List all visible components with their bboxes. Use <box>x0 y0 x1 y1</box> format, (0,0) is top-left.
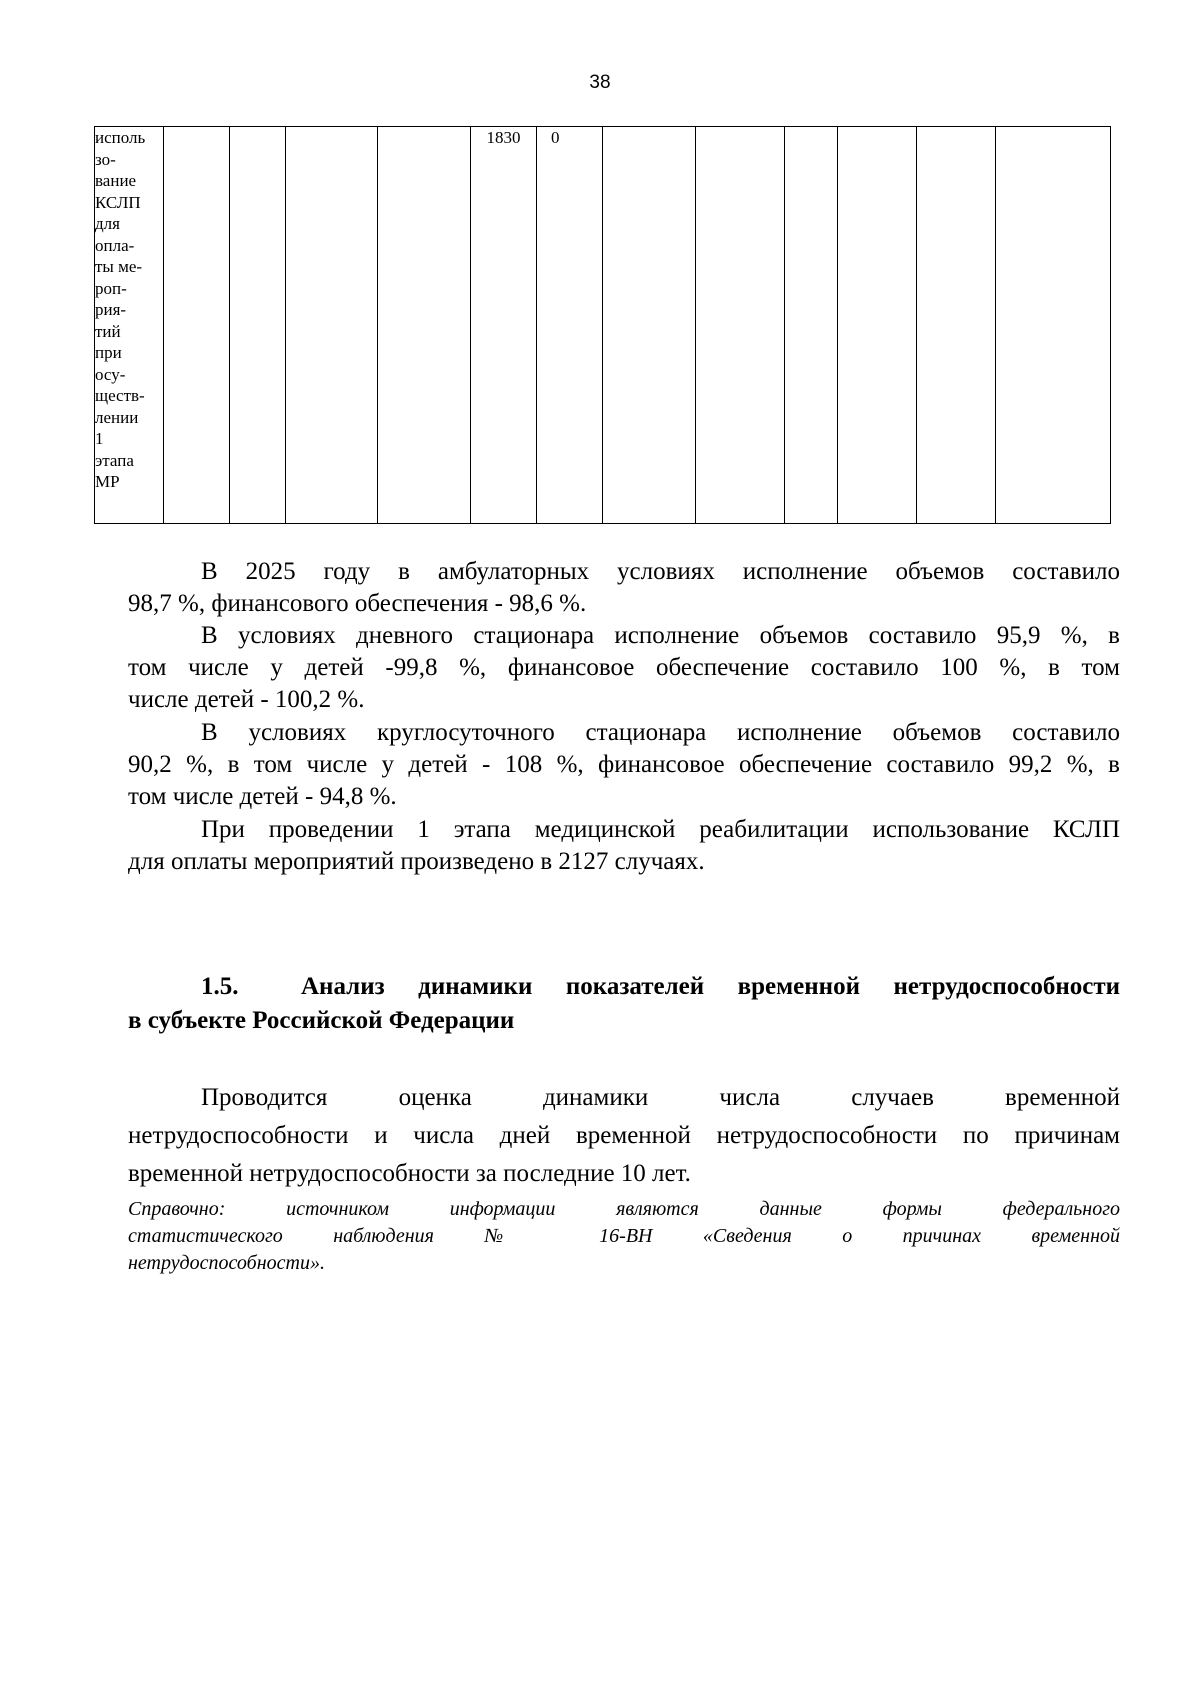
paragraph-rehabilitation <box>128 814 1120 878</box>
table-cell <box>696 127 785 524</box>
row-label-line: лении <box>95 407 139 427</box>
table-cell <box>230 127 286 524</box>
row-label-cell <box>95 127 164 524</box>
section-title-part1: Анализ динамики показателей временной нетрудоспособности <box>301 973 1120 1000</box>
row-label-line: осу- <box>95 364 126 384</box>
row-label-line: КСЛП <box>95 192 141 212</box>
paragraph-ambulatory <box>128 556 1120 620</box>
table-row <box>95 127 1111 524</box>
table-cell <box>785 127 838 524</box>
table-cell <box>164 127 230 524</box>
row-label-line: для <box>95 214 120 233</box>
text-line: В условиях круглосуточного стационара исполнение объемов составило <box>201 719 1120 746</box>
row-label-line: вание <box>95 171 137 190</box>
section-number: 1.5. <box>201 973 239 1000</box>
table-cell <box>917 127 996 524</box>
text-line: для оплаты мероприятий произведено в 2127 случаях. <box>128 848 705 875</box>
text-line: том числе у детей -99,8 %, финансовое обеспечение составило 100 %, в том <box>128 654 1120 681</box>
row-label-line: роп- <box>95 278 127 298</box>
row-label-line: тий <box>95 321 121 341</box>
note-line: нетрудоспособности». <box>128 1252 325 1274</box>
text-line: числе детей - 100,2 %. <box>128 686 365 713</box>
data-table <box>94 126 1111 524</box>
table-cell <box>603 127 696 524</box>
row-label-line: ты ме- <box>95 257 143 276</box>
section-heading <box>128 970 1120 1038</box>
section-body <box>128 1079 1120 1193</box>
row-label-line: рия- <box>95 300 127 319</box>
table-cell <box>378 127 471 524</box>
table-cell-value-1830: 1830 <box>471 127 537 524</box>
table-cell <box>838 127 917 524</box>
page-number: 38 <box>589 72 611 93</box>
row-label-line: зо- <box>95 149 116 169</box>
row-label-line: опла- <box>95 235 135 255</box>
table-cell-value-0: 0 <box>537 127 603 524</box>
text-line: В условиях дневного стационара исполнение объемов составило 95,9 %, в <box>201 622 1120 649</box>
text-line: Проводится оценка динамики числа случаев временной <box>201 1084 1120 1111</box>
text-line: В 2025 году в амбулаторных условиях исполнение объемов составило <box>201 558 1120 585</box>
reference-note <box>128 1196 1120 1277</box>
text-line: нетрудоспособности и числа дней временной нетрудоспособности по причинам <box>128 1122 1120 1149</box>
row-label-line: исполь <box>95 128 146 147</box>
text-line: 98,7 %, финансового обеспечения - 98,6 %. <box>128 590 587 617</box>
text-line: временной нетрудоспособности за последние 10 лет. <box>128 1160 691 1187</box>
section-heading-line <box>128 970 1120 1004</box>
text-line: том числе детей - 94,8 %. <box>128 783 397 810</box>
text-line: 90,2 %, в том числе у детей - 108 %, финансовое обеспечение составило 99,2 %, в <box>128 751 1120 778</box>
paragraph-day-hospital <box>128 620 1120 716</box>
table-cell <box>996 127 1111 524</box>
note-line: Справочно: источником информации являются данные формы федерального <box>128 1198 1120 1220</box>
text-line: При проведении 1 этапа медицинской реабилитации использование КСЛП <box>201 816 1120 843</box>
table-cell <box>286 127 378 524</box>
section-title-part2: в субъекте Российской Федерации <box>128 1007 515 1034</box>
row-label-line: ществ- <box>95 386 145 405</box>
note-line: статистического наблюдения № 16-ВН «Сведения о причинах временной <box>128 1225 1120 1247</box>
row-label-line: МР <box>95 472 120 491</box>
row-label-line: при <box>95 343 122 362</box>
paragraph-24h-hospital <box>128 717 1120 813</box>
row-label-line: этапа <box>95 450 134 470</box>
row-label-line: 1 <box>95 429 104 448</box>
